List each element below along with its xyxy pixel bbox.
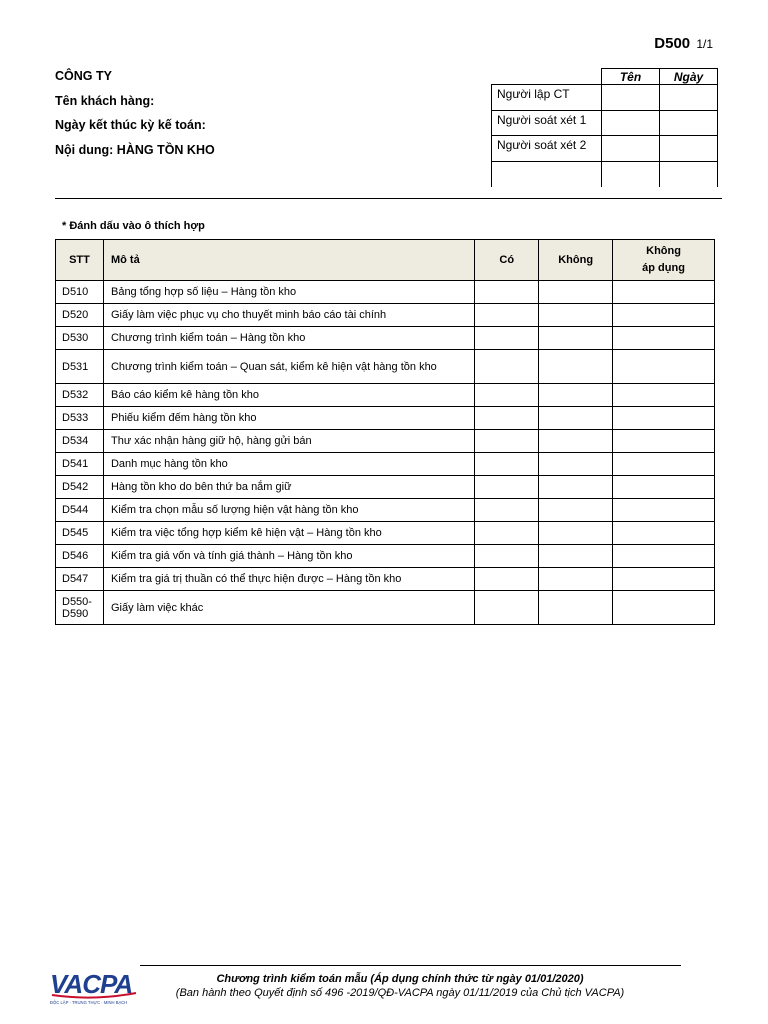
- table-row: [56, 499, 715, 522]
- cell-no-check[interactable]: [539, 350, 613, 384]
- cell-desc: Kiểm tra giá vốn và tính giá thành – Hàng tồn kho: [103, 545, 474, 568]
- cell-desc: Giấy làm việc phục vụ cho thuyết minh báo cáo tài chính: [103, 304, 474, 327]
- signoff-date-cell[interactable]: [660, 110, 718, 136]
- col-header-na-line2: áp dụng: [642, 262, 685, 274]
- cell-na-check[interactable]: [613, 545, 715, 568]
- checklist-table: [55, 239, 715, 625]
- cell-yes-check[interactable]: [475, 384, 539, 407]
- signoff-name-cell[interactable]: [602, 161, 660, 187]
- table-row: [56, 350, 715, 384]
- cell-desc: Báo cáo kiểm kê hàng tồn kho: [103, 384, 474, 407]
- header-divider: [55, 198, 722, 199]
- cell-na-check[interactable]: [613, 591, 715, 625]
- cell-stt: D550- D590: [56, 591, 104, 625]
- cell-stt: D546: [56, 545, 104, 568]
- footer-divider: [140, 965, 681, 966]
- table-row: [56, 591, 715, 625]
- table-row: [56, 384, 715, 407]
- signoff-date-cell[interactable]: [660, 85, 718, 111]
- cell-desc: Kiểm tra chọn mẫu số lượng hiện vật hàng tồn kho: [103, 499, 474, 522]
- company-label: CÔNG TY: [55, 69, 112, 83]
- table-row: [56, 407, 715, 430]
- cell-na-check[interactable]: [613, 453, 715, 476]
- cell-na-check[interactable]: [613, 568, 715, 591]
- cell-yes-check[interactable]: [475, 568, 539, 591]
- cell-desc: Phiếu kiểm đếm hàng tồn kho: [103, 407, 474, 430]
- client-label: Tên khách hàng:: [55, 93, 155, 108]
- col-header-stt: STT: [56, 240, 104, 281]
- signoff-role: Người soát xét 1: [492, 110, 602, 136]
- signoff-name-cell[interactable]: [602, 110, 660, 136]
- cell-desc: Giấy làm việc khác: [103, 591, 474, 625]
- signoff-date-cell[interactable]: [660, 161, 718, 187]
- cell-no-check[interactable]: [539, 476, 613, 499]
- cell-no-check[interactable]: [539, 453, 613, 476]
- signoff-name-cell[interactable]: [602, 136, 660, 162]
- cell-no-check[interactable]: [539, 545, 613, 568]
- cell-no-check[interactable]: [539, 407, 613, 430]
- cell-desc: Bảng tổng hợp số liệu – Hàng tồn kho: [103, 281, 474, 304]
- cell-yes-check[interactable]: [475, 350, 539, 384]
- cell-no-check[interactable]: [539, 304, 613, 327]
- cell-stt: D532: [56, 384, 104, 407]
- cell-na-check[interactable]: [613, 407, 715, 430]
- cell-na-check[interactable]: [613, 281, 715, 304]
- vacpa-logo-tagline: ĐỘC LẬP · TRUNG THỰC · MINH BẠCH: [50, 1000, 128, 1005]
- period-end-label: Ngày kết thúc kỳ kế toán:: [55, 118, 206, 132]
- cell-na-check[interactable]: [613, 304, 715, 327]
- cell-yes-check[interactable]: [475, 522, 539, 545]
- cell-stt: D534: [56, 430, 104, 453]
- cell-yes-check[interactable]: [475, 430, 539, 453]
- cell-stt: D510: [56, 281, 104, 304]
- cell-yes-check[interactable]: [475, 499, 539, 522]
- header-info: [55, 68, 215, 166]
- cell-na-check[interactable]: [613, 327, 715, 350]
- footer-line-2: (Ban hành theo Quyết định số 496 -2019/QĐ-VACPA ngày 01/11/2019 của Chủ tịch VACPA): [175, 987, 625, 999]
- table-row: [56, 522, 715, 545]
- cell-yes-check[interactable]: [475, 453, 539, 476]
- cell-no-check[interactable]: [539, 591, 613, 625]
- cell-yes-check[interactable]: [475, 281, 539, 304]
- cell-yes-check[interactable]: [475, 327, 539, 350]
- cell-desc: Kiểm tra giá trị thuần có thể thực hiện được – Hàng tồn kho: [103, 568, 474, 591]
- col-header-na: [613, 240, 715, 281]
- table-row: [56, 453, 715, 476]
- document-code: [654, 35, 713, 52]
- cell-stt: D547: [56, 568, 104, 591]
- cell-desc: Thư xác nhận hàng giữ hộ, hàng gửi bán: [103, 430, 474, 453]
- table-row: [56, 430, 715, 453]
- cell-stt: D542: [56, 476, 104, 499]
- footer-line-1: Chương trình kiểm toán mẫu (Áp dụng chính thức từ ngày 01/01/2020): [216, 973, 584, 985]
- cell-no-check[interactable]: [539, 384, 613, 407]
- content-label: Nội dung: HÀNG TỒN KHO: [55, 142, 215, 157]
- col-header-desc: Mô tả: [103, 240, 474, 281]
- cell-no-check[interactable]: [539, 499, 613, 522]
- table-row: [56, 476, 715, 499]
- cell-no-check[interactable]: [539, 281, 613, 304]
- cell-na-check[interactable]: [613, 350, 715, 384]
- cell-stt: D530: [56, 327, 104, 350]
- cell-stt: D545: [56, 522, 104, 545]
- cell-na-check[interactable]: [613, 522, 715, 545]
- cell-no-check[interactable]: [539, 568, 613, 591]
- col-header-no: Không: [539, 240, 613, 281]
- signoff-role: Người soát xét 2: [492, 136, 602, 162]
- signoff-role-empty: [492, 161, 602, 187]
- vacpa-logo-text: VACPA: [50, 969, 133, 999]
- cell-yes-check[interactable]: [475, 545, 539, 568]
- page-number: 1/1: [696, 37, 713, 51]
- table-row: [56, 327, 715, 350]
- cell-desc: Chương trình kiểm toán – Quan sát, kiểm kê hiện vật hàng tồn kho: [103, 350, 474, 384]
- table-row: [56, 545, 715, 568]
- table-row: [56, 568, 715, 591]
- cell-na-check[interactable]: [613, 499, 715, 522]
- col-header-yes: Có: [475, 240, 539, 281]
- cell-stt: D541: [56, 453, 104, 476]
- cell-no-check[interactable]: [539, 327, 613, 350]
- signoff-date-cell[interactable]: [660, 136, 718, 162]
- signoff-col-name: Tên: [602, 69, 660, 85]
- cell-yes-check[interactable]: [475, 304, 539, 327]
- cell-yes-check[interactable]: [475, 476, 539, 499]
- cell-na-check[interactable]: [613, 430, 715, 453]
- signoff-role: Người lập CT: [492, 85, 602, 111]
- cell-no-check[interactable]: [539, 430, 613, 453]
- document-code-value: D500: [654, 35, 691, 52]
- cell-stt: D533: [56, 407, 104, 430]
- instruction-note: * Đánh dấu vào ô thích hợp: [62, 220, 205, 232]
- cell-desc: Chương trình kiểm toán – Hàng tồn kho: [103, 327, 474, 350]
- cell-stt: D544: [56, 499, 104, 522]
- signoff-table: [491, 68, 718, 187]
- cell-yes-check[interactable]: [475, 591, 539, 625]
- signoff-name-cell[interactable]: [602, 85, 660, 111]
- signoff-corner: [492, 69, 602, 85]
- cell-stt: D520: [56, 304, 104, 327]
- cell-desc: Hàng tồn kho do bên thứ ba nắm giữ: [103, 476, 474, 499]
- table-row: [56, 304, 715, 327]
- cell-yes-check[interactable]: [475, 407, 539, 430]
- cell-desc: Danh mục hàng tồn kho: [103, 453, 474, 476]
- col-header-na-line1: Không: [646, 245, 681, 257]
- signoff-col-date: Ngày: [660, 69, 718, 85]
- cell-na-check[interactable]: [613, 384, 715, 407]
- cell-desc: Kiểm tra việc tổng hợp kiểm kê hiện vật – Hàng tồn kho: [103, 522, 474, 545]
- footer-text: [140, 972, 660, 1000]
- cell-stt: D531: [56, 350, 104, 384]
- table-row: [56, 281, 715, 304]
- cell-no-check[interactable]: [539, 522, 613, 545]
- cell-na-check[interactable]: [613, 476, 715, 499]
- vacpa-logo: [48, 966, 140, 1006]
